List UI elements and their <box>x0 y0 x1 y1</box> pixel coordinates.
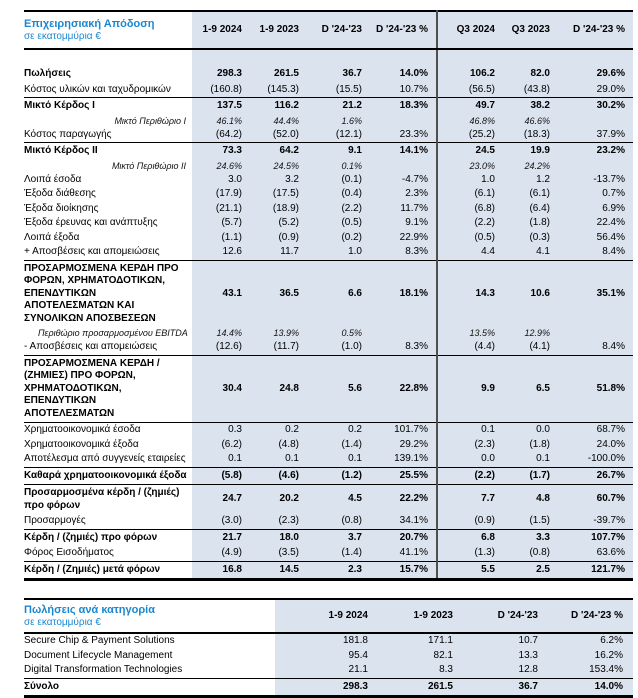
row-label: + Αποσβέσεις και απομειώσεις <box>24 245 192 260</box>
cell-value: 3.2 <box>250 173 307 188</box>
cell-value: 24.6% <box>192 160 250 173</box>
cell-value: 4.5 <box>307 485 370 515</box>
row-label: Έξοδα διάθεσης <box>24 187 192 202</box>
cell-value: 25.5% <box>370 467 437 485</box>
cell-value: 261.5 <box>378 678 463 697</box>
cell-value: 14.5 <box>250 561 307 580</box>
cell-value: 26.7% <box>558 467 633 485</box>
table-row <box>24 83 633 98</box>
cell-value: 13.9% <box>250 327 307 340</box>
cell-value: 4.1 <box>503 245 558 260</box>
row-label: Προσαρμοσμένα κέρδη / (ζημιές) προ φόρων <box>24 485 192 515</box>
cell-value: (0.1) <box>307 173 370 188</box>
row-label: Κόστος παραγωγής <box>24 128 192 143</box>
table-row <box>24 231 633 246</box>
cell-value: 64.2 <box>250 143 307 160</box>
cell-value: 37.9% <box>558 128 633 143</box>
cell-value: 20.2 <box>250 485 307 515</box>
cell-value: 15.7% <box>370 561 437 580</box>
cell-value: (2.2) <box>437 216 503 231</box>
table-row <box>24 467 633 485</box>
cell-value: 298.3 <box>192 66 250 83</box>
cell-value: 63.6% <box>558 546 633 561</box>
cell-value: (17.9) <box>192 187 250 202</box>
cell-value: (0.9) <box>437 514 503 529</box>
cell-value: 2.5 <box>503 561 558 580</box>
cell-value: (1.4) <box>307 438 370 453</box>
cell-value: 22.2% <box>370 485 437 515</box>
cell-value: 8.3 <box>378 663 463 678</box>
row-label: - Αποσβέσεις και απομειώσεις <box>24 340 192 355</box>
table-row <box>24 115 633 128</box>
cell-value: (11.7) <box>250 340 307 355</box>
cell-value: 95.4 <box>275 649 378 664</box>
cell-value: 0.0 <box>503 423 558 438</box>
cell-value: (2.2) <box>437 467 503 485</box>
row-label: Μικτό Κέρδος I <box>24 98 192 115</box>
cell-value: 82.1 <box>378 649 463 664</box>
table1-title: Επιχειρησιακή Απόδοση <box>24 17 155 30</box>
cell-value: (3.0) <box>192 514 250 529</box>
cell-value: 4.4 <box>437 245 503 260</box>
cell-value: 29.0% <box>558 83 633 98</box>
cell-value: (6.1) <box>503 187 558 202</box>
row-label: Document Lifecycle Management <box>24 649 275 664</box>
table-row <box>24 663 633 678</box>
cell-value: (0.3) <box>503 231 558 246</box>
cell-value: (3.5) <box>250 546 307 561</box>
row-label: Περιθώριο προσαρμοσμένου EBITDA <box>24 327 192 340</box>
cell-value: 18.1% <box>370 260 437 327</box>
row-label: Κέρδη / (Ζημιές) μετά φόρων <box>24 561 192 580</box>
cell-value: 43.1 <box>192 260 250 327</box>
table2-title-cell <box>24 599 275 633</box>
cell-value: (0.5) <box>437 231 503 246</box>
table1-subtitle: σε εκατομμύρια € <box>24 30 101 42</box>
cell-value: 18.0 <box>250 529 307 546</box>
cell-value: 30.2% <box>558 98 633 115</box>
column-header: D '24-'23 <box>307 11 370 49</box>
cell-value: (21.1) <box>192 202 250 217</box>
cell-value: 16.8 <box>192 561 250 580</box>
cell-value: (1.7) <box>503 467 558 485</box>
cell-value: 24.5 <box>437 143 503 160</box>
cell-value: 36.5 <box>250 260 307 327</box>
column-header: D '24-'23 <box>463 599 548 633</box>
cell-value: (0.2) <box>307 231 370 246</box>
cell-value: (4.8) <box>250 438 307 453</box>
cell-value: (52.0) <box>250 128 307 143</box>
cell-value: 56.4% <box>558 231 633 246</box>
cell-value: 82.0 <box>503 66 558 83</box>
table-row <box>24 649 633 664</box>
cell-value: (0.5) <box>307 216 370 231</box>
table-row <box>24 529 633 546</box>
table1-header-row <box>24 11 633 49</box>
sales-per-category-section <box>24 598 633 698</box>
cell-value: (1.5) <box>503 514 558 529</box>
cell-value: (1.3) <box>437 546 503 561</box>
table-row <box>24 546 633 561</box>
column-header: D '24-'23 % <box>548 599 633 633</box>
table-row <box>24 216 633 231</box>
table-row <box>24 485 633 515</box>
row-label: ΠΡΟΣΑΡΜΟΣΜΕΝΑ ΚΕΡΔΗ ΠΡΟ ΦΟΡΩΝ, ΧΡΗΜΑΤΟΔΟΤΙΚΩΝ, ΕΠΕΝΔΥΤΙΚΩΝ ΑΠΟΤΕΛΕΣΜΑΤΩΝ ΚΑΙ ΣΥΝΟΛΙΚΩΝ ΑΠΟΣΒΕΣΕΩΝ <box>24 260 192 327</box>
table-row <box>24 98 633 115</box>
row-label: Λοιπά έξοδα <box>24 231 192 246</box>
cell-value: 3.3 <box>503 529 558 546</box>
row-label: Λοιπά έσοδα <box>24 173 192 188</box>
cell-value: 0.3 <box>192 423 250 438</box>
table-row <box>24 327 633 340</box>
cell-value: (2.2) <box>307 202 370 217</box>
cell-value: 22.8% <box>370 355 437 423</box>
cell-value: 11.7% <box>370 202 437 217</box>
cell-value: 0.7% <box>558 187 633 202</box>
spacer-cell <box>437 49 503 66</box>
cell-value: 12.6 <box>192 245 250 260</box>
cell-value: -13.7% <box>558 173 633 188</box>
row-label: Πωλήσεις <box>24 66 192 83</box>
cell-value: (0.8) <box>503 546 558 561</box>
cell-value: 298.3 <box>275 678 378 697</box>
cell-value: 171.1 <box>378 633 463 649</box>
row-label: ΠΡΟΣΑΡΜΟΣΜΕΝΑ ΚΕΡΔΗ / (ΖΗΜΙΕΣ) ΠΡΟ ΦΟΡΩΝ, ΧΡΗΜΑΤΟΔΟΤΙΚΩΝ, ΕΠΕΝΔΥΤΙΚΩΝ ΑΠΟΤΕΛΕΣΜΑΤΩΝ <box>24 355 192 423</box>
column-header: Q3 2023 <box>503 11 558 49</box>
row-label: Κόστος υλικών και ταχυδρομικών <box>24 83 192 98</box>
cell-value: 12.8 <box>463 663 548 678</box>
cell-value: 5.6 <box>307 355 370 423</box>
spacer-cell <box>558 49 633 66</box>
cell-value: 29.2% <box>370 438 437 453</box>
cell-value: 0.1 <box>307 452 370 467</box>
cell-value: 13.3 <box>463 649 548 664</box>
cell-value <box>370 327 437 340</box>
column-header: D '24-'23 % <box>558 11 633 49</box>
table-row <box>24 561 633 580</box>
table-row <box>24 340 633 355</box>
row-label: Digital Transformation Technologies <box>24 663 275 678</box>
operational-performance-table <box>24 10 633 581</box>
cell-value: 13.5% <box>437 327 503 340</box>
cell-value: 44.4% <box>250 115 307 128</box>
cell-value: 23.0% <box>437 160 503 173</box>
cell-value: (12.6) <box>192 340 250 355</box>
cell-value <box>558 115 633 128</box>
cell-value: (6.4) <box>503 202 558 217</box>
cell-value: (56.5) <box>437 83 503 98</box>
row-label: Έξοδα διοίκησης <box>24 202 192 217</box>
cell-value: 60.7% <box>558 485 633 515</box>
cell-value: (18.3) <box>503 128 558 143</box>
cell-value: (18.9) <box>250 202 307 217</box>
cell-value: 6.2% <box>548 633 633 649</box>
cell-value: 0.1 <box>503 452 558 467</box>
cell-value: (145.3) <box>250 83 307 98</box>
cell-value: 137.5 <box>192 98 250 115</box>
spacer-cell <box>307 49 370 66</box>
cell-value: 24.7 <box>192 485 250 515</box>
cell-value: 10.7% <box>370 83 437 98</box>
cell-value: 10.6 <box>503 260 558 327</box>
cell-value: (4.6) <box>250 467 307 485</box>
cell-value: 7.7 <box>437 485 503 515</box>
cell-value: 10.7 <box>463 633 548 649</box>
cell-value: 36.7 <box>463 678 548 697</box>
cell-value: (5.8) <box>192 467 250 485</box>
cell-value: 38.2 <box>503 98 558 115</box>
row-label: Καθαρά χρηματοοικονομικά έξοδα <box>24 467 192 485</box>
table1-title-cell <box>24 11 192 49</box>
cell-value: (15.5) <box>307 83 370 98</box>
cell-value: (5.2) <box>250 216 307 231</box>
cell-value: 51.8% <box>558 355 633 423</box>
row-label: Έξοδα έρευνας και ανάπτυξης <box>24 216 192 231</box>
table-row <box>24 128 633 143</box>
cell-value <box>558 160 633 173</box>
row-label: Secure Chip & Payment Solutions <box>24 633 275 649</box>
table2-header-row <box>24 599 633 633</box>
cell-value: -4.7% <box>370 173 437 188</box>
cell-value: 18.3% <box>370 98 437 115</box>
spacer-cell <box>24 49 192 66</box>
cell-value: 35.1% <box>558 260 633 327</box>
cell-value: (1.1) <box>192 231 250 246</box>
cell-value: (2.3) <box>437 438 503 453</box>
cell-value: 20.7% <box>370 529 437 546</box>
cell-value: 9.9 <box>437 355 503 423</box>
column-header: D '24-'23 % <box>370 11 437 49</box>
cell-value: 68.7% <box>558 423 633 438</box>
row-label: Προσαρμογές <box>24 514 192 529</box>
cell-value: 30.4 <box>192 355 250 423</box>
table-row <box>24 245 633 260</box>
cell-value: 101.7% <box>370 423 437 438</box>
cell-value: 24.0% <box>558 438 633 453</box>
cell-value: 46.1% <box>192 115 250 128</box>
table-row <box>24 173 633 188</box>
cell-value: 116.2 <box>250 98 307 115</box>
cell-value: 106.2 <box>437 66 503 83</box>
cell-value: 14.0% <box>548 678 633 697</box>
table-row <box>24 678 633 697</box>
cell-value: 49.7 <box>437 98 503 115</box>
cell-value: 0.5% <box>307 327 370 340</box>
cell-value: 1.0 <box>307 245 370 260</box>
cell-value: 14.0% <box>370 66 437 83</box>
column-header: 1-9 2024 <box>192 11 250 49</box>
cell-value: 23.3% <box>370 128 437 143</box>
row-label: Μικτό Περιθώριο I <box>24 115 192 128</box>
cell-value: (25.2) <box>437 128 503 143</box>
cell-value: (6.2) <box>192 438 250 453</box>
cell-value: 16.2% <box>548 649 633 664</box>
cell-value: 0.1% <box>307 160 370 173</box>
spacer-cell <box>370 49 437 66</box>
cell-value: 8.3% <box>370 245 437 260</box>
cell-value: 41.1% <box>370 546 437 561</box>
cell-value: 14.1% <box>370 143 437 160</box>
cell-value: 181.8 <box>275 633 378 649</box>
cell-value: 2.3% <box>370 187 437 202</box>
cell-value: 121.7% <box>558 561 633 580</box>
table-row <box>24 260 633 327</box>
cell-value: 14.3 <box>437 260 503 327</box>
cell-value <box>370 115 437 128</box>
cell-value: (1.8) <box>503 438 558 453</box>
cell-value <box>370 160 437 173</box>
cell-value: 73.3 <box>192 143 250 160</box>
cell-value: 1.0 <box>437 173 503 188</box>
row-label: Μικτό Περιθώριο II <box>24 160 192 173</box>
cell-value: (0.4) <box>307 187 370 202</box>
cell-value: 24.5% <box>250 160 307 173</box>
cell-value: 46.6% <box>503 115 558 128</box>
cell-value: 21.1 <box>275 663 378 678</box>
cell-value: (0.8) <box>307 514 370 529</box>
cell-value: 36.7 <box>307 66 370 83</box>
cell-value: 0.2 <box>307 423 370 438</box>
cell-value: 22.9% <box>370 231 437 246</box>
table2-title: Πωλήσεις ανά κατηγορία <box>24 603 155 616</box>
cell-value: (1.4) <box>307 546 370 561</box>
cell-value: 0.1 <box>250 452 307 467</box>
cell-value: (160.8) <box>192 83 250 98</box>
row-label: Μικτό Κέρδος II <box>24 143 192 160</box>
cell-value: 4.8 <box>503 485 558 515</box>
cell-value: 5.5 <box>437 561 503 580</box>
cell-value: (64.2) <box>192 128 250 143</box>
table-row <box>24 514 633 529</box>
table-row <box>24 355 633 423</box>
row-label: Σύνολο <box>24 678 275 697</box>
cell-value: (43.8) <box>503 83 558 98</box>
table-row <box>24 452 633 467</box>
cell-value: 3.7 <box>307 529 370 546</box>
cell-value: (1.2) <box>307 467 370 485</box>
cell-value: -100.0% <box>558 452 633 467</box>
cell-value: 11.7 <box>250 245 307 260</box>
column-header: 1-9 2024 <box>275 599 378 633</box>
row-label: Φόρος Εισοδήματος <box>24 546 192 561</box>
spacer-cell <box>503 49 558 66</box>
cell-value <box>558 327 633 340</box>
table-row <box>24 202 633 217</box>
cell-value: 6.5 <box>503 355 558 423</box>
cell-value: 8.3% <box>370 340 437 355</box>
spacer-cell <box>192 49 250 66</box>
cell-value: 153.4% <box>548 663 633 678</box>
cell-value: 0.1 <box>437 423 503 438</box>
cell-value: 1.2 <box>503 173 558 188</box>
sales-per-category-table <box>24 598 633 698</box>
cell-value: 14.4% <box>192 327 250 340</box>
cell-value: (1.0) <box>307 340 370 355</box>
cell-value: 3.0 <box>192 173 250 188</box>
cell-value: (6.8) <box>437 202 503 217</box>
cell-value: (4.4) <box>437 340 503 355</box>
cell-value: (2.3) <box>250 514 307 529</box>
table-row <box>24 66 633 83</box>
cell-value: 261.5 <box>250 66 307 83</box>
table-row <box>24 423 633 438</box>
cell-value: 1.6% <box>307 115 370 128</box>
table2-subtitle: σε εκατομμύρια € <box>24 616 101 628</box>
cell-value: 24.2% <box>503 160 558 173</box>
cell-value: 9.1 <box>307 143 370 160</box>
row-label: Χρηματοοικονομικά έξοδα <box>24 438 192 453</box>
cell-value: 6.6 <box>307 260 370 327</box>
cell-value: (0.9) <box>250 231 307 246</box>
table-row <box>24 633 633 649</box>
cell-value: 24.8 <box>250 355 307 423</box>
cell-value: 0.0 <box>437 452 503 467</box>
table-row <box>24 143 633 160</box>
cell-value: 21.2 <box>307 98 370 115</box>
cell-value: (12.1) <box>307 128 370 143</box>
cell-value: (4.1) <box>503 340 558 355</box>
cell-value: 2.3 <box>307 561 370 580</box>
cell-value: (4.9) <box>192 546 250 561</box>
row-label: Αποτέλεσμα από συγγενείς εταιρείες <box>24 452 192 467</box>
cell-value: (17.5) <box>250 187 307 202</box>
row-label: Χρηματοοικονομικά έσοδα <box>24 423 192 438</box>
column-header: 1-9 2023 <box>250 11 307 49</box>
cell-value: 107.7% <box>558 529 633 546</box>
cell-value: 0.2 <box>250 423 307 438</box>
cell-value: 9.1% <box>370 216 437 231</box>
cell-value: (6.1) <box>437 187 503 202</box>
cell-value: 34.1% <box>370 514 437 529</box>
column-header: Q3 2024 <box>437 11 503 49</box>
spacer-cell <box>250 49 307 66</box>
cell-value: 8.4% <box>558 340 633 355</box>
row-label: Κέρδη / (ζημιές) προ φόρων <box>24 529 192 546</box>
cell-value: 19.9 <box>503 143 558 160</box>
cell-value: 46.8% <box>437 115 503 128</box>
table-row <box>24 187 633 202</box>
table-row <box>24 160 633 173</box>
cell-value: 23.2% <box>558 143 633 160</box>
spacer-row <box>24 49 633 66</box>
cell-value: 6.8 <box>437 529 503 546</box>
cell-value: (5.7) <box>192 216 250 231</box>
cell-value: 8.4% <box>558 245 633 260</box>
cell-value: (1.8) <box>503 216 558 231</box>
cell-value: 0.1 <box>192 452 250 467</box>
cell-value: -39.7% <box>558 514 633 529</box>
table-row <box>24 438 633 453</box>
cell-value: 139.1% <box>370 452 437 467</box>
cell-value: 29.6% <box>558 66 633 83</box>
cell-value: 12.9% <box>503 327 558 340</box>
cell-value: 22.4% <box>558 216 633 231</box>
column-header: 1-9 2023 <box>378 599 463 633</box>
cell-value: 6.9% <box>558 202 633 217</box>
cell-value: 21.7 <box>192 529 250 546</box>
